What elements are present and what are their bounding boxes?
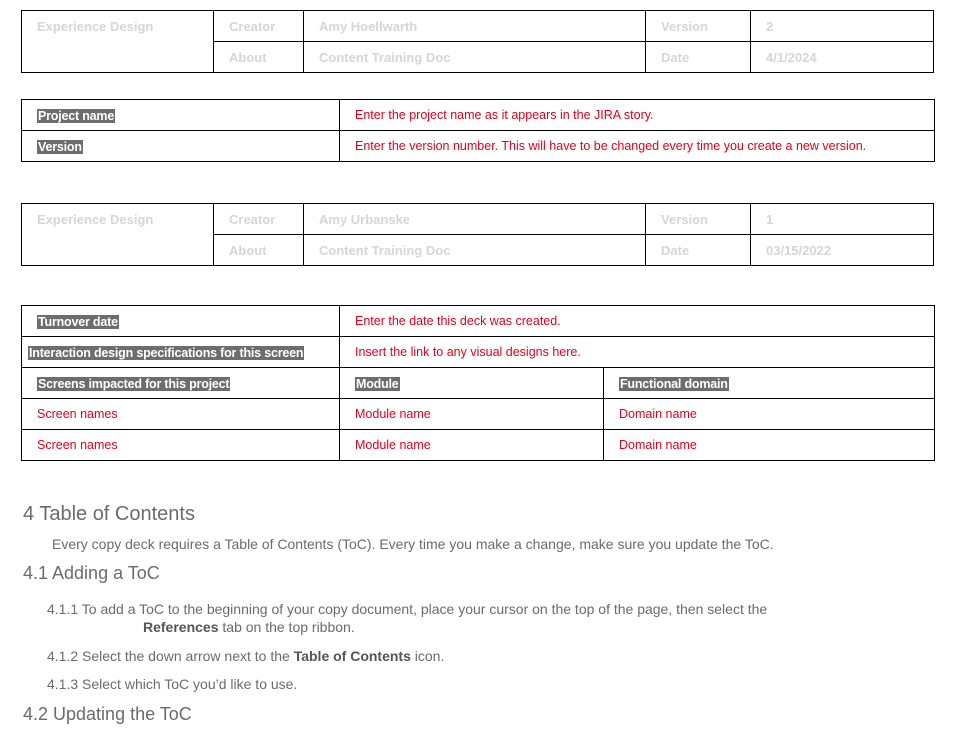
domain-name-cell[interactable]: Domain name	[604, 430, 935, 461]
table-header-row	[22, 368, 935, 399]
ixd-spec-label: Interaction design specifications for this screen	[29, 345, 304, 360]
date-label: Date	[646, 235, 751, 266]
about-value: Content Training Doc	[304, 235, 646, 266]
document-header-table	[21, 10, 934, 73]
toc-icon-name: Table of Contents	[293, 648, 411, 664]
version-value: 2	[751, 11, 934, 42]
about-label: About	[214, 235, 304, 266]
version-label: Version	[646, 11, 751, 42]
module-name-cell[interactable]: Module name	[340, 430, 604, 461]
version-row-label: Version	[38, 139, 82, 154]
module-name-cell[interactable]: Module name	[340, 399, 604, 430]
creator-value: Amy Urbanske	[304, 204, 646, 235]
step-1-rest: tab on the top ribbon.	[218, 619, 355, 635]
ixd-spec-value[interactable]: Insert the link to any visual designs here.	[340, 337, 935, 368]
creator-value: Amy Hoellwarth	[304, 11, 646, 42]
team-cell: Experience Design	[22, 204, 214, 266]
turnover-date-value[interactable]: Enter the date this deck was created.	[340, 306, 935, 337]
project-name-value[interactable]: Enter the project name as it appears in the JIRA story.	[340, 100, 935, 131]
date-label: Date	[646, 42, 751, 73]
table-row	[22, 306, 935, 337]
table-row	[22, 430, 935, 461]
col-module-header: Module	[356, 376, 399, 391]
team-cell: Experience Design	[22, 11, 214, 73]
deck-info-table	[21, 305, 935, 461]
version-value: 1	[751, 204, 934, 235]
step-3: 4.1.3 Select which ToC you’d like to use.	[47, 676, 298, 692]
table-row	[22, 337, 935, 368]
screen-name-cell[interactable]: Screen names	[22, 430, 340, 461]
about-label: About	[214, 42, 304, 73]
version-label: Version	[646, 204, 751, 235]
domain-name-cell[interactable]: Domain name	[604, 399, 935, 430]
screen-name-cell[interactable]: Screen names	[22, 399, 340, 430]
project-name-label: Project name	[38, 108, 115, 123]
adding-toc-heading: 4.1 Adding a ToC	[23, 563, 160, 583]
references-tab-name: References	[143, 619, 219, 635]
step-2-pre: 4.1.2 Select the down arrow next to the	[47, 648, 294, 664]
step-2	[47, 648, 444, 664]
table-row	[22, 100, 935, 131]
document-header-table-2	[21, 203, 934, 266]
project-info-table	[21, 99, 935, 162]
toc-heading: 4 Table of Contents	[23, 503, 195, 525]
step-1-line-1: 4.1.1 To add a ToC to the beginning of your copy document, place your cursor on the top of the page, then select the	[47, 601, 768, 617]
creator-label: Creator	[214, 11, 304, 42]
step-2-post: icon.	[410, 648, 445, 664]
col-screens-header: Screens impacted for this project	[38, 376, 230, 391]
table-row	[22, 399, 935, 430]
date-value: 4/1/2024	[751, 42, 934, 73]
toc-intro: Every copy deck requires a Table of Contents (ToC). Every time you make a change, make sure you update the ToC.	[52, 536, 774, 552]
turnover-date-label: Turnover date	[38, 314, 118, 329]
creator-label: Creator	[214, 204, 304, 235]
col-domain-header: Functional domain	[620, 376, 728, 391]
date-value: 03/15/2022	[751, 235, 934, 266]
step-1-line-2	[143, 619, 355, 635]
updating-toc-heading: 4.2 Updating the ToC	[23, 704, 192, 724]
table-row	[22, 131, 935, 162]
version-row-value[interactable]: Enter the version number. This will have to be changed every time you create a new version.	[340, 131, 935, 162]
about-value: Content Training Doc	[304, 42, 646, 73]
